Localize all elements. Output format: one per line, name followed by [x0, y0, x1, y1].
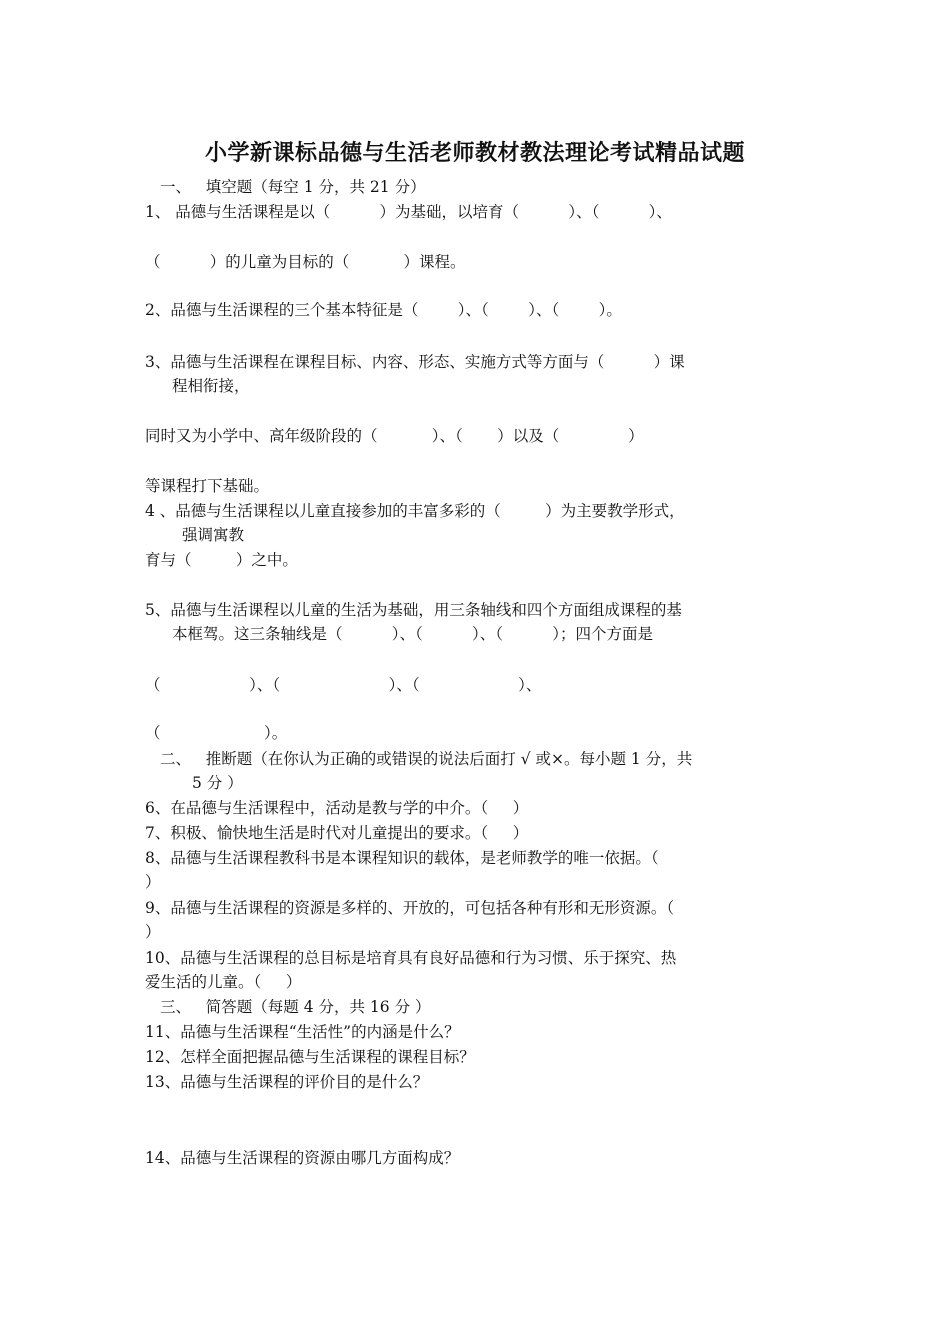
section-heading-fill-blank: 一、 填空题（每空 1 分，共 21 分）: [160, 178, 426, 196]
question-9-line-1: 9、品德与生活课程的资源是多样的、开放的，可包括各种有形和无形资源。（: [145, 899, 675, 917]
question-9-line-2: ）: [145, 923, 161, 941]
question-3-line-3: 同时又为小学中、高年级阶段的（ ）、（ ）以及（ ）: [145, 427, 644, 445]
section-heading-true-false-cont: 5 分 ）: [192, 774, 243, 792]
question-5-line-1: 5、品德与生活课程以儿童的生活为基础，用三条轴线和四个方面组成课程的基: [145, 601, 682, 619]
question-4-line-2: 强调寓教: [182, 526, 245, 544]
question-8-line-1: 8、品德与生活课程教科书是本课程知识的载体，是老师教学的唯一依据。（: [145, 849, 659, 867]
question-10-line-1: 10、品德与生活课程的总目标是培育具有良好品德和行为习惯、乐于探究、热: [145, 949, 677, 967]
question-11: 11、品德与生活课程“生活性”的内涵是什么？: [145, 1023, 460, 1041]
section-heading-short-answer: 三、 简答题（每题 4 分，共 16 分 ）: [160, 998, 431, 1016]
question-12: 12、怎样全面把握品德与生活课程的课程目标？: [145, 1048, 475, 1066]
question-1-line-2: （ ）的儿童为目标的（ ）课程。: [145, 253, 466, 271]
question-5-line-3: （ ）、（ ）、（ ）、: [145, 676, 542, 694]
question-8-line-2: ）: [145, 873, 161, 891]
question-14: 14、品德与生活课程的资源由哪几方面构成？: [145, 1149, 460, 1167]
question-6: 6、在品德与生活课程中，活动是教与学的中介。（ ）: [145, 799, 529, 817]
question-7: 7、积极、愉快地生活是时代对儿童提出的要求。（ ）: [145, 824, 529, 842]
question-5-line-2: 本框驾。这三条轴线是（ ）、（ ）、（ ）；四个方面是: [172, 625, 654, 643]
question-5-line-4: （ ）。: [145, 724, 288, 742]
question-2: 2、品德与生活课程的三个基本特征是（ ）、（ ）、（ ）。: [145, 301, 622, 319]
question-1-line-1: 1、 品德与生活课程是以（ ）为基础，以培育（ ）、（ ）、: [145, 203, 672, 221]
question-4-line-3: 育与（ ）之中。: [145, 551, 298, 569]
section-heading-true-false: 二、 推断题（在你认为正确的或错误的说法后面打 √ 或×。每小题 1 分，共: [160, 750, 693, 768]
question-3-line-2: 程相衔接，: [172, 377, 250, 395]
question-4-line-1: 4 、品德与生活课程以儿童直接参加的丰富多彩的（ ）为主要教学形式，: [145, 502, 685, 520]
question-10-line-2: 爱生活的儿童。（ ）: [145, 973, 302, 991]
document-title: 小学新课标品德与生活老师教材教法理论考试精品试题: [204, 140, 745, 166]
question-3-line-4: 等课程打下基础。: [145, 477, 270, 495]
question-13: 13、品德与生活课程的评价目的是什么？: [145, 1073, 429, 1091]
question-3-line-1: 3、品德与生活课程在课程目标、内容、形态、实施方式等方面与（ ）课: [145, 353, 685, 371]
